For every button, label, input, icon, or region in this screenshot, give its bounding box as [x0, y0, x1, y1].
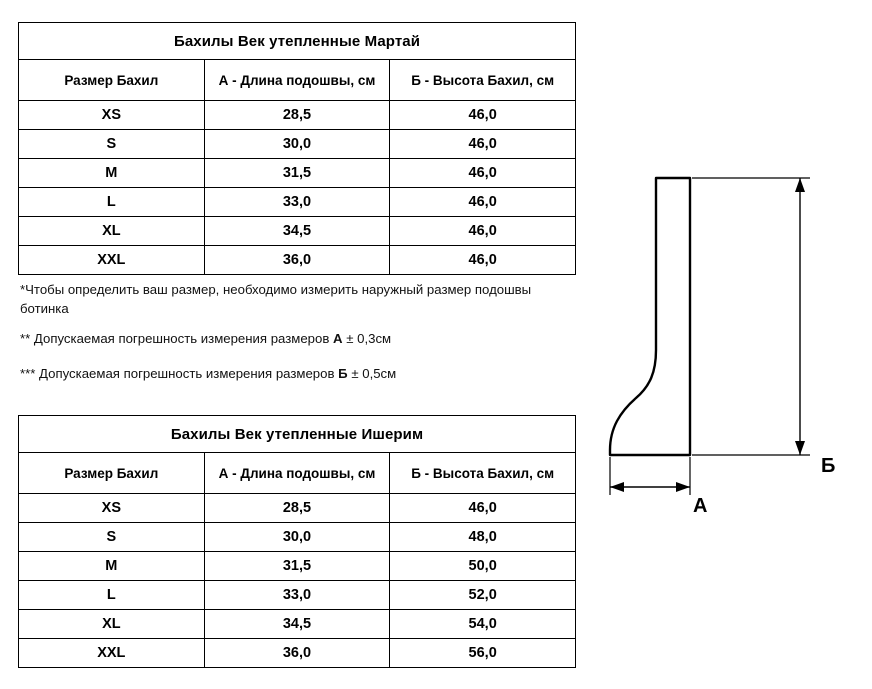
cell-size: XL [19, 217, 205, 246]
cell-boot-height: 46,0 [390, 188, 576, 217]
table-row [19, 246, 576, 275]
cell-sole-length: 28,5 [204, 494, 390, 523]
cell-boot-height: 52,0 [390, 581, 576, 610]
cell-sole-length: 31,5 [204, 552, 390, 581]
table-row [19, 159, 576, 188]
size-table-martay [18, 22, 576, 275]
dimension-label-length: А [693, 495, 708, 517]
cell-size: XS [19, 101, 205, 130]
cell-sole-length: 30,0 [204, 523, 390, 552]
note-tolerance-b-letter: Б [338, 366, 348, 381]
table-row [19, 523, 576, 552]
cell-sole-length: 30,0 [204, 130, 390, 159]
cell-size: XL [19, 610, 205, 639]
note-tolerance-b-value: ± 0,5см [351, 366, 397, 381]
note-tolerance-a-value: ± 0,3см [346, 331, 392, 346]
cell-size: M [19, 552, 205, 581]
cell-boot-height: 46,0 [390, 494, 576, 523]
table-row [19, 101, 576, 130]
table-header-row [19, 60, 576, 101]
column-header-sole-length: А - Длина подошвы, см [204, 60, 390, 101]
boot-outline [610, 178, 690, 455]
table-row [19, 217, 576, 246]
table-row [19, 130, 576, 159]
cell-boot-height: 46,0 [390, 130, 576, 159]
table-row [19, 494, 576, 523]
cell-sole-length: 34,5 [204, 610, 390, 639]
cell-sole-length: 36,0 [204, 639, 390, 668]
table-header-row [19, 453, 576, 494]
cell-sole-length: 33,0 [204, 581, 390, 610]
table-row [19, 552, 576, 581]
cell-boot-height: 46,0 [390, 246, 576, 275]
table-row [19, 581, 576, 610]
table-title: Бахилы Век утепленные Ишерим [19, 416, 576, 453]
cell-boot-height: 50,0 [390, 552, 576, 581]
note-tolerance-b [20, 364, 560, 383]
note-tolerance-b-text: *** Допускаемая погрешность измерения размеров [20, 366, 335, 381]
cell-sole-length: 31,5 [204, 159, 390, 188]
arrow-head-left-icon [610, 482, 624, 492]
column-header-sole-length: А - Длина подошвы, см [204, 453, 390, 494]
cell-sole-length: 33,0 [204, 188, 390, 217]
cell-size: S [19, 130, 205, 159]
cell-sole-length: 36,0 [204, 246, 390, 275]
cell-sole-length: 34,5 [204, 217, 390, 246]
column-header-boot-height: Б - Высота Бахил, см [390, 453, 576, 494]
size-table-isherim [18, 415, 576, 668]
table-title: Бахилы Век утепленные Мартай [19, 23, 576, 60]
note-measure-instruction: *Чтобы определить ваш размер, необходимо измерить наружный размер подошвы ботинка [20, 282, 532, 317]
arrow-head-down-icon [795, 441, 805, 455]
boot-diagram-svg [592, 150, 860, 530]
cell-boot-height: 54,0 [390, 610, 576, 639]
dimension-label-height: Б [821, 455, 836, 477]
cell-sole-length: 28,5 [204, 101, 390, 130]
cell-size: L [19, 188, 205, 217]
table-row [19, 610, 576, 639]
boot-dimension-diagram [592, 150, 860, 530]
cell-boot-height: 48,0 [390, 523, 576, 552]
note-tolerance-a-letter: А [333, 331, 343, 346]
table-title-row [19, 416, 576, 453]
table-row [19, 188, 576, 217]
arrow-head-up-icon [795, 178, 805, 192]
cell-boot-height: 46,0 [390, 101, 576, 130]
cell-boot-height: 46,0 [390, 217, 576, 246]
cell-size: L [19, 581, 205, 610]
column-header-size: Размер Бахил [19, 453, 205, 494]
table-title-row [19, 23, 576, 60]
cell-boot-height: 56,0 [390, 639, 576, 668]
cell-size: S [19, 523, 205, 552]
arrow-head-right-icon [676, 482, 690, 492]
cell-size: XXL [19, 639, 205, 668]
note-tolerance-a-text: ** Допускаемая погрешность измерения размеров [20, 331, 330, 346]
cell-size: M [19, 159, 205, 188]
note-tolerance-a [20, 329, 560, 348]
column-header-size: Размер Бахил [19, 60, 205, 101]
cell-boot-height: 46,0 [390, 159, 576, 188]
cell-size: XS [19, 494, 205, 523]
column-header-boot-height: Б - Высота Бахил, см [390, 60, 576, 101]
table-row [19, 639, 576, 668]
cell-size: XXL [19, 246, 205, 275]
